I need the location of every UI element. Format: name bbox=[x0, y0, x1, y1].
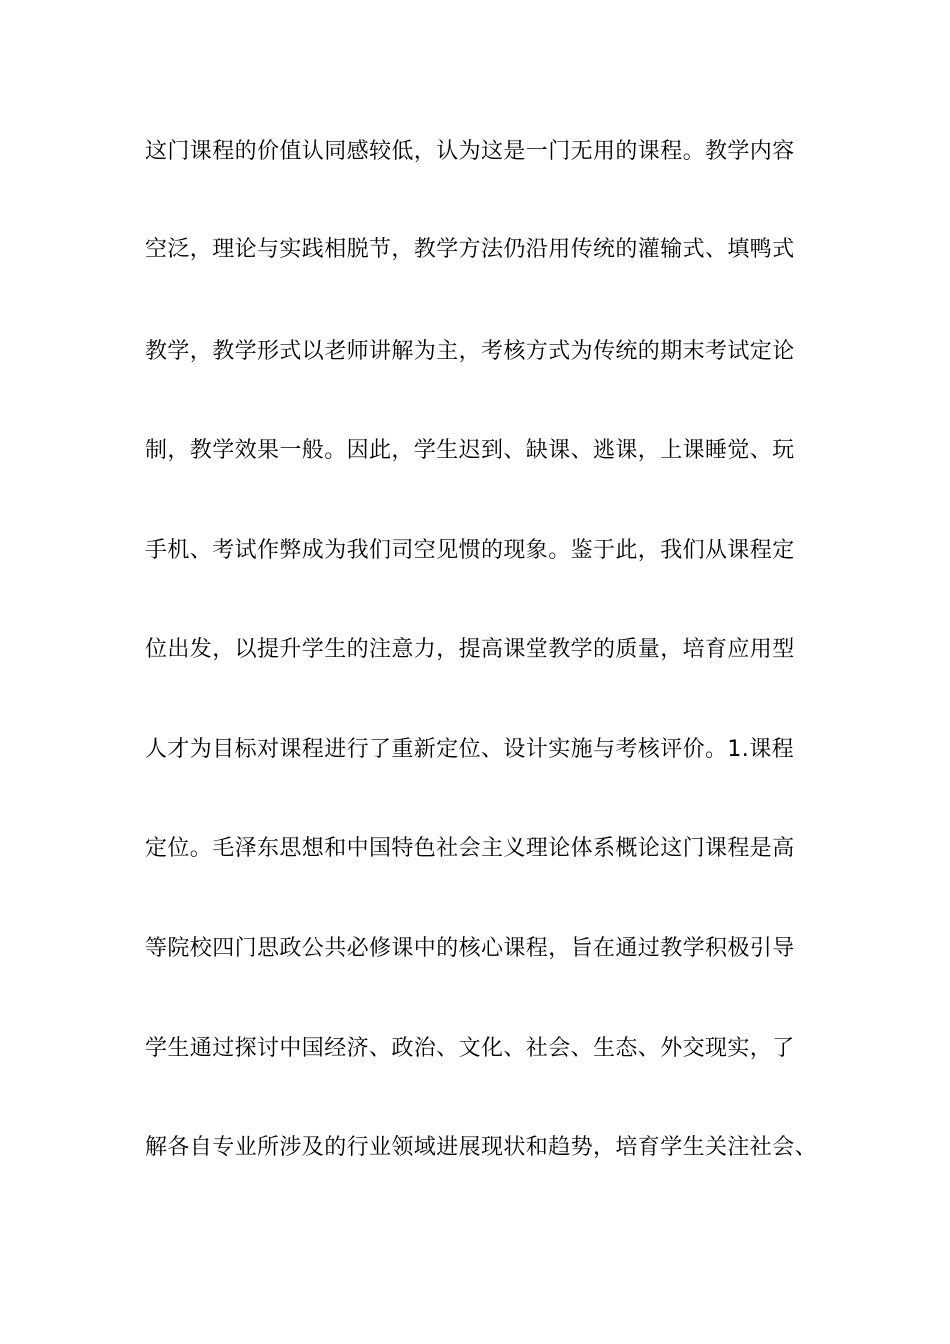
text-line-7: 人才为目标对课程进行了重新定位、设计实施与考核评价。1.课程 bbox=[145, 737, 794, 762]
text-line-6: 位出发，以提升学生的注意力，提高课堂教学的质量，培育应用型 bbox=[145, 637, 795, 662]
text-line-10: 学生通过探讨中国经济、政治、文化、社会、生态、外交现实，了 bbox=[145, 1036, 795, 1061]
text-line-3: 教学，教学形式以老师讲解为主，考核方式为传统的期末考试定论 bbox=[145, 339, 795, 364]
text-line-5: 手机、考试作弊成为我们司空见惯的现象。鉴于此，我们从课程定 bbox=[145, 538, 795, 563]
text-line-11: 解各自专业所涉及的行业领域进展现状和趋势，培育学生关注社会、 bbox=[145, 1135, 818, 1160]
text-line-4: 制，教学效果一般。因此，学生迟到、缺课、逃课，上课睡觉、玩 bbox=[145, 438, 795, 463]
text-line-2: 空泛，理论与实践相脱节，教学方法仍沿用传统的灌输式、填鸭式 bbox=[145, 237, 795, 262]
text-line-8: 定位。毛泽东思想和中国特色社会主义理论体系概论这门课程是高 bbox=[145, 836, 795, 861]
text-line-1: 这门课程的价值认同感较低，认为这是一门无用的课程。教学内容 bbox=[145, 139, 795, 164]
text-line-9: 等院校四门思政公共必修课中的核心课程，旨在通过教学积极引导 bbox=[145, 936, 795, 961]
